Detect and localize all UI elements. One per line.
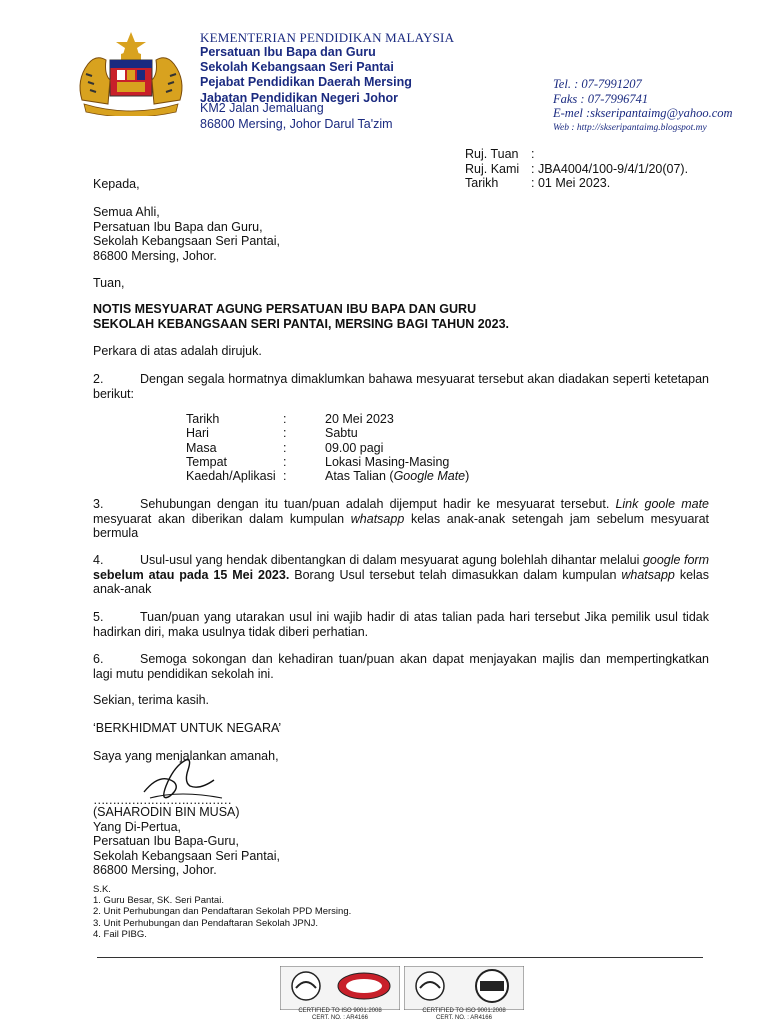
detail-value xyxy=(325,469,469,483)
paragraph-text: Tuan/puan yang utarakan usul ini wajib hadir di atas talian pada hari tersebut Jika pemilik usul tidak hadirkan diri, maka usulnya tidak diberi perhatian. xyxy=(93,610,709,639)
detail-value: 20 Mei 2023 xyxy=(325,412,394,426)
paragraph-text: Semoga sokongan dan kehadiran tuan/puan akan dapat menjayakan majlis dan mempertingkatkan lagi mutu pendidikan sekolah ini. xyxy=(93,652,709,681)
telephone: Tel. : 07-7991207 xyxy=(553,77,642,91)
signatory-line: Persatuan Ibu Bapa-Guru, xyxy=(93,834,239,848)
ruj-kami-label: Ruj. Kami xyxy=(465,161,520,176)
org-line: Jabatan Pendidikan Negeri Johor xyxy=(200,90,398,105)
paragraph-number: 2. xyxy=(93,372,104,386)
reference-block xyxy=(465,147,688,191)
signatory-name: (SAHARODIN BIN MUSA) xyxy=(93,805,240,819)
cc-item: 1. Guru Besar, SK. Seri Pantai. xyxy=(93,895,224,907)
tarikh-value: : 01 Mei 2023. xyxy=(531,176,611,190)
quality-system-logo xyxy=(280,966,400,1010)
paragraph-3 xyxy=(93,497,709,541)
detail-label: Tarikh xyxy=(186,412,220,426)
meeting-details xyxy=(186,412,469,483)
ministry-name: KEMENTERIAN PENDIDIKAN MALAYSIA xyxy=(200,30,455,45)
malaysia-coat-of-arms-logo xyxy=(74,30,188,116)
cert-number: CERT. NO. : AR4166 xyxy=(436,1015,492,1021)
detail-label: Masa xyxy=(186,440,217,455)
paragraph-number: 6. xyxy=(93,652,104,666)
detail-colon: : xyxy=(283,440,287,455)
subject-line: SEKOLAH KEBANGSAAN SERI PANTAI, MERSING BAGI TAHUN 2023. xyxy=(93,316,510,331)
ruj-kami-value: : JBA4004/100-9/4/1/20(07). xyxy=(531,161,689,176)
recipient-line: 86800 Mersing, Johor. xyxy=(93,248,217,263)
detail-label: Hari xyxy=(186,426,209,441)
detail-value-end: ) xyxy=(465,469,470,484)
paragraph-text: Sehubungan dengan itu tuan/puan adalah dijemput hadir ke mesyuarat tersebut. xyxy=(140,497,616,511)
recipient-address xyxy=(93,205,280,263)
salutation: Tuan, xyxy=(93,276,125,290)
detail-colon: : xyxy=(283,426,287,441)
detail-value: 09.00 pagi xyxy=(325,440,384,455)
signatory-line: Sekolah Kebangsaan Seri Pantai, xyxy=(93,848,280,863)
detail-value-italic: Google Mate xyxy=(393,469,466,484)
detail-colon: : xyxy=(283,469,287,484)
italic-text: google form xyxy=(642,553,709,567)
website: Web : http://skseripantaimg.blogspot.my xyxy=(553,122,707,133)
organization-lines xyxy=(200,45,412,106)
paragraph-number: 3. xyxy=(93,497,104,511)
detail-value: Sabtu xyxy=(325,426,358,441)
cc-item: 3. Unit Perhubungan dan Pendaftaran Sekolah JPNJ. xyxy=(93,917,318,929)
subject-line: NOTIS MESYUARAT AGUNG PERSATUAN IBU BAPA DAN GURU xyxy=(93,302,477,316)
paragraph-5 xyxy=(93,610,709,639)
address-line: 86800 Mersing, Johor Darul Ta'zim xyxy=(200,116,393,131)
iso-certification-badge-1 xyxy=(280,966,400,1024)
ruj-tuan-value: : xyxy=(531,147,535,161)
paragraph-6 xyxy=(93,652,709,681)
paragraph-number: 4. xyxy=(93,553,104,567)
signature-line: ……………………………… xyxy=(93,793,231,807)
ruj-tuan-label: Ruj. Tuan xyxy=(465,147,519,161)
detail-colon: : xyxy=(283,454,287,469)
org-line: Pejabat Pendidikan Daerah Mersing xyxy=(200,75,412,90)
email: E-mel :skseripantaimg@yahoo.com xyxy=(553,106,733,120)
cert-number: CERT. NO. : AR4166 xyxy=(312,1015,368,1021)
kepada: Kepada, xyxy=(93,177,140,191)
paragraph-number: 5. xyxy=(93,610,104,624)
detail-label: Tempat xyxy=(186,454,227,469)
org-line: Persatuan Ibu Bapa dan Guru xyxy=(200,45,376,59)
paragraph-text: kelas anak-anak setengah jam sebelum mesyuarat bermula xyxy=(93,511,710,540)
recipient-line: Persatuan Ibu Bapa dan Guru, xyxy=(93,219,263,234)
detail-label: Kaedah/Aplikasi xyxy=(186,469,276,484)
cc-title: S.K. xyxy=(93,884,111,895)
cc-item: 2. Unit Perhubungan dan Pendaftaran Sekolah PPD Mersing. xyxy=(93,906,352,918)
organization-address xyxy=(200,101,393,132)
cert-caption: CERTIFIED TO ISO 9001:2008 xyxy=(422,1008,506,1014)
paragraph-text: Usul-usul yang hendak dibentangkan di dalam mesyuarat agung bolehlah dihantar melalui xyxy=(140,553,643,567)
cc-item: 4. Fail PIBG. xyxy=(93,928,147,940)
closing: Sekian, terima kasih. xyxy=(93,693,210,707)
paragraph-text: Dengan segala hormatnya dimaklumkan bahawa mesyuarat tersebut akan diadakan seperti ketetapan berikut: xyxy=(93,372,709,401)
detail-value: Lokasi Masing-Masing xyxy=(325,454,450,469)
paragraph-4 xyxy=(93,553,709,597)
paragraph-text: kelas anak-anak xyxy=(93,567,709,596)
italic-text: Link goole mate xyxy=(615,497,709,511)
paragraph-text: Borang Usul tersebut telah dimasukkan dalam kumpulan xyxy=(289,567,622,582)
italic-text: whatsapp xyxy=(350,511,405,526)
cc-list xyxy=(93,884,351,940)
motto: ‘BERKHIDMAT UNTUK NEGARA’ xyxy=(93,721,282,735)
detail-value-text: Atas Talian ( xyxy=(325,469,394,484)
detail-colon: : xyxy=(283,412,287,426)
org-line: Sekolah Kebangsaan Seri Pantai xyxy=(200,60,394,75)
iqnet-logo xyxy=(404,966,524,1010)
italic-text: whatsapp xyxy=(621,567,675,582)
paragraph-2 xyxy=(93,372,709,401)
recipient-line: Sekolah Kebangsaan Seri Pantai, xyxy=(93,234,280,248)
subject xyxy=(93,302,509,331)
fax: Faks : 07-7996741 xyxy=(553,91,649,106)
recipient-line: Semua Ahli, xyxy=(93,205,160,219)
tarikh-label: Tarikh xyxy=(465,176,499,190)
contact-block xyxy=(553,77,733,135)
paragraph-1: Perkara di atas adalah dirujuk. xyxy=(93,344,262,358)
signatory-title: Yang Di-Pertua, xyxy=(93,819,182,834)
cert-caption: CERTIFIED TO ISO 9001:2008 xyxy=(298,1008,382,1014)
address-line: KM2 Jalan Jemaluang xyxy=(200,101,324,115)
paragraph-text: mesyuarat akan diberikan dalam kumpulan xyxy=(93,511,351,526)
signatory-block xyxy=(93,805,280,878)
signatory-line: 86800 Mersing, Johor. xyxy=(93,863,217,877)
bold-text: sebelum atau pada 15 Mei 2023. xyxy=(93,567,290,582)
footer-divider xyxy=(97,957,703,958)
iso-certification-badge-2 xyxy=(404,966,524,1024)
amanah-line: Saya yang menjalankan amanah, xyxy=(93,749,279,763)
